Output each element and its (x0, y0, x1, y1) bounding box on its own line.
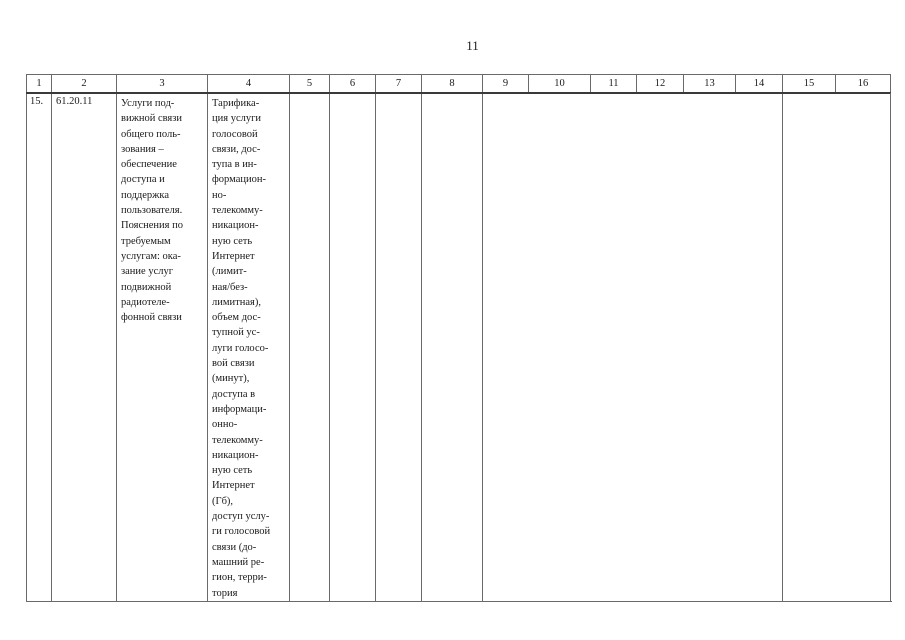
column-header: 10 (529, 75, 591, 94)
column-header: 8 (422, 75, 483, 94)
table-cell (422, 93, 483, 601)
column-number-row (27, 75, 891, 94)
column-header: 16 (836, 75, 891, 94)
table-cell (290, 93, 330, 601)
column-header: 1 (27, 75, 52, 94)
page-number: 11 (466, 38, 479, 53)
column-header: 7 (376, 75, 422, 94)
requirements-table (26, 74, 891, 602)
row-description: Услуги под- вижной связи общего поль- зования – обеспечение доступа и поддержка пользователя. Пояснения по требуемым услугам: ока- зание услуг подвижной радиотеле- фонной связи (121, 98, 183, 324)
table-cell (330, 93, 376, 601)
column-header: 12 (637, 75, 684, 94)
row-characteristics-cell (208, 93, 290, 601)
row-description-cell (117, 93, 208, 601)
column-header: 11 (591, 75, 637, 94)
row-code-cell (52, 93, 117, 601)
column-header: 9 (483, 75, 529, 94)
table-cell (783, 93, 891, 601)
row-characteristics: Тарифика- ция услуги голосовой связи, дос- тупа в ин- формацион- но- телекомму- никацион- ную сеть Интернет (лимит- ная/без- лимитная), объем дос- тупной ус- луги голосо- вой связи (минут), доступа в информаци- онно- телекомму- никацион- ную сеть Интернет (Гб), доступ услу- ги голосовой связи (до- машний ре- гион, терри- тория (212, 98, 271, 599)
table-cell (376, 93, 422, 601)
row-code: 61.20.11 (56, 96, 93, 107)
column-header: 4 (208, 75, 290, 94)
table-cell (483, 93, 783, 601)
column-header: 14 (736, 75, 783, 94)
column-header: 15 (783, 75, 836, 94)
column-header: 6 (330, 75, 376, 94)
table-row (27, 93, 891, 601)
column-header: 13 (684, 75, 736, 94)
column-header: 5 (290, 75, 330, 94)
row-number: 15. (30, 96, 44, 107)
column-header: 2 (52, 75, 117, 94)
column-header: 3 (117, 75, 208, 94)
row-number-cell (27, 93, 52, 601)
